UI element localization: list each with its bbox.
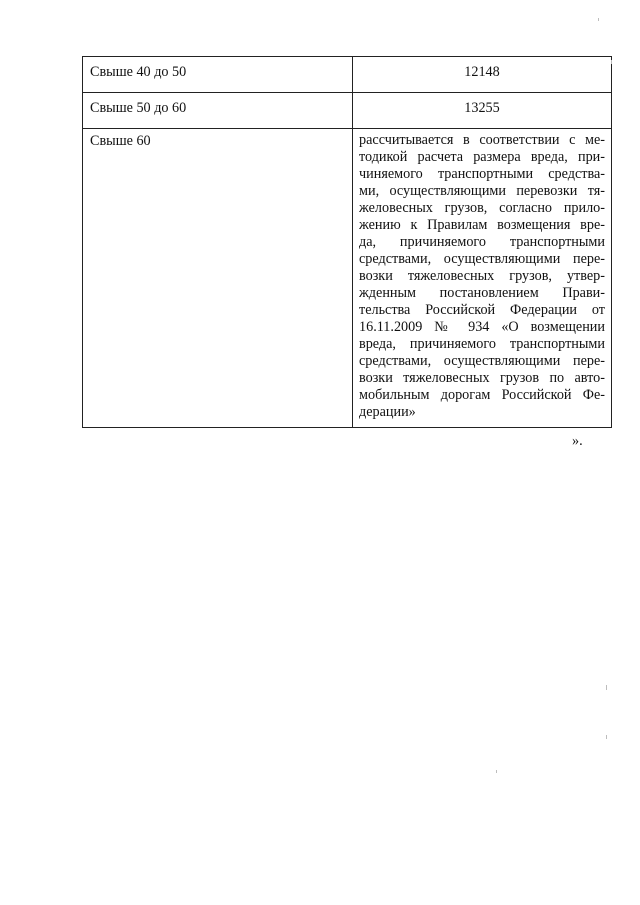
- value-cell: 13255: [353, 93, 612, 129]
- table-row: [83, 57, 612, 93]
- description-line: вреда, причиняемого транспортными: [359, 336, 605, 352]
- description-line: да, причиняемого транспортными: [359, 234, 605, 250]
- closing-quote-mark: ».: [572, 433, 583, 449]
- description-line: тельства Российской Федерации от: [359, 302, 605, 318]
- range-cell: Свыше 40 до 50: [83, 57, 353, 93]
- description-line: тодикой расчета размера вреда, при-: [359, 149, 605, 165]
- range-cell: Свыше 60: [83, 129, 353, 428]
- range-cell: Свыше 50 до 60: [83, 93, 353, 129]
- scan-speck: [606, 735, 607, 739]
- description-cell: [353, 129, 612, 428]
- description-line: возки тяжеловесных грузов, утвер-: [359, 268, 605, 284]
- value-cell: 12148: [353, 57, 612, 93]
- description-line: ми, осуществляющими перевозки тя-: [359, 183, 605, 199]
- scan-speck: [496, 770, 497, 773]
- description-line: жденным постановлением Прави-: [359, 285, 605, 301]
- description-line: дерации»: [359, 404, 416, 420]
- description-line: 16.11.2009 № 934 «О возмещении: [359, 319, 605, 335]
- rates-table: [82, 56, 612, 428]
- description-line: жению к Правилам возмещения вре-: [359, 217, 605, 233]
- description-line: средствами, осуществляющими пере-: [359, 251, 605, 267]
- table-row: [83, 129, 612, 428]
- description-line: средствами, осуществляющими пере-: [359, 353, 605, 369]
- scan-speck: [611, 60, 612, 64]
- scan-speck: [598, 18, 599, 21]
- description-line: рассчитывается в соответствии с ме-: [359, 132, 605, 148]
- description-line: мобильным дорогам Российской Фе-: [359, 387, 605, 403]
- description-line: возки тяжеловесных грузов по авто-: [359, 370, 605, 386]
- description-line: желовесных грузов, согласно прило-: [359, 200, 605, 216]
- table-row: [83, 93, 612, 129]
- description-line: чиняемого транспортными средства-: [359, 166, 605, 182]
- scan-speck: [606, 685, 607, 690]
